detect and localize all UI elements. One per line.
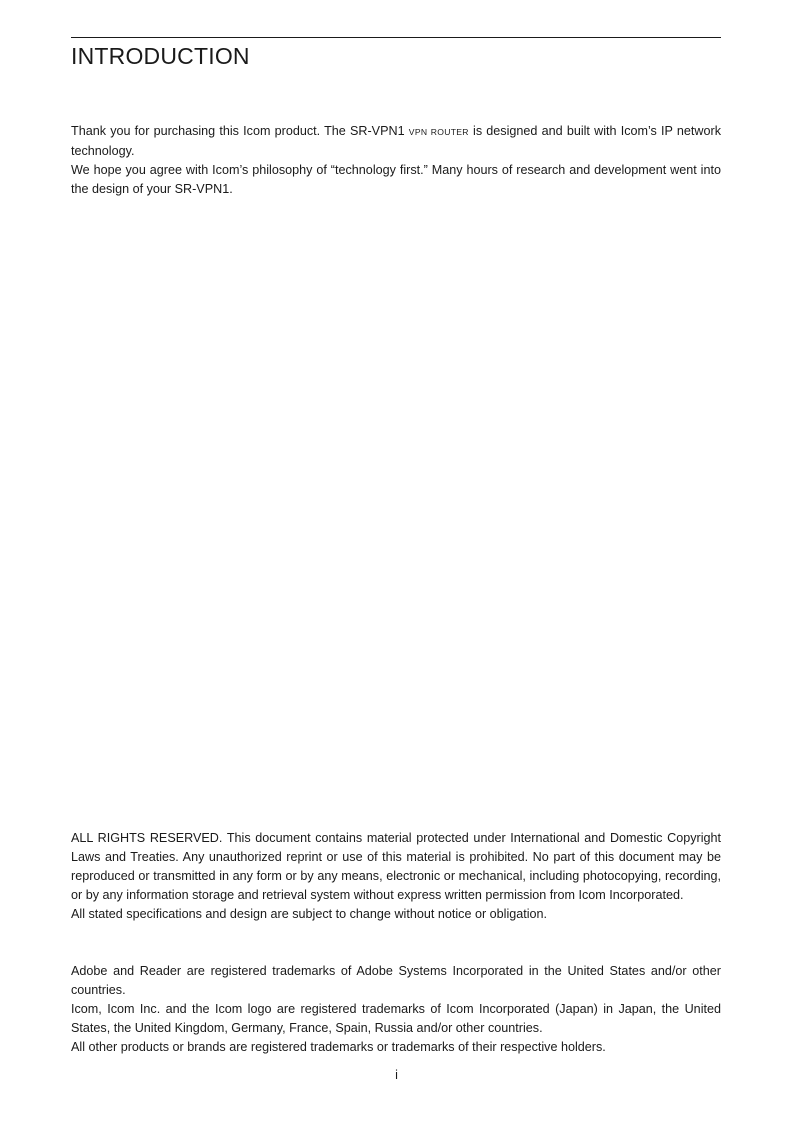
adobe-trademark-notice: Adobe and Reader are registered trademarks of Adobe Systems Incorporated in the United States and/or other countries. xyxy=(71,964,721,997)
specifications-notice: All stated specifications and design are subject to change without notice or obligation. xyxy=(71,907,548,921)
rights-reserved-notice: ALL RIGHTS RESERVED. This document contains material protected under International and Domestic Copyright Laws and Treaties. Any unauthorized reprint or use of this material is prohibited. No part of this document may be reproduced or transmitted in any form or by any means, electronic or mechanical, including photocopying, recording, or by any information storage and retrieval system without express written permission from Icom Incorporated. xyxy=(71,831,721,902)
other-trademarks-notice: All other products or brands are registered trademarks or trademarks of their respective holders. xyxy=(71,1040,606,1054)
product-type-label: VPN ROUTER xyxy=(408,127,469,137)
intro-paragraph-philosophy: We hope you agree with Icom’s philosophy of “technology first.” Many hours of research and development went into the design of your SR-VPN1. xyxy=(71,163,721,196)
page-number: i xyxy=(395,1068,398,1082)
intro-text-after: is designed and built with Icom’s IP network technology. xyxy=(71,124,721,158)
intro-section xyxy=(71,122,721,199)
page-title: INTRODUCTION xyxy=(71,43,250,69)
trademarks-section xyxy=(71,962,721,1057)
intro-paragraph-thanks xyxy=(71,122,721,161)
header-rule xyxy=(71,37,721,38)
rights-section xyxy=(71,829,721,924)
icom-trademark-notice: Icom, Icom Inc. and the Icom logo are registered trademarks of Icom Incorporated (Japan) in Japan, the United States, the United Kingdom, Germany, France, Spain, Russia and/or other countries. xyxy=(71,1002,721,1035)
intro-text-before: Thank you for purchasing this Icom product. The SR-VPN1 xyxy=(71,124,409,138)
